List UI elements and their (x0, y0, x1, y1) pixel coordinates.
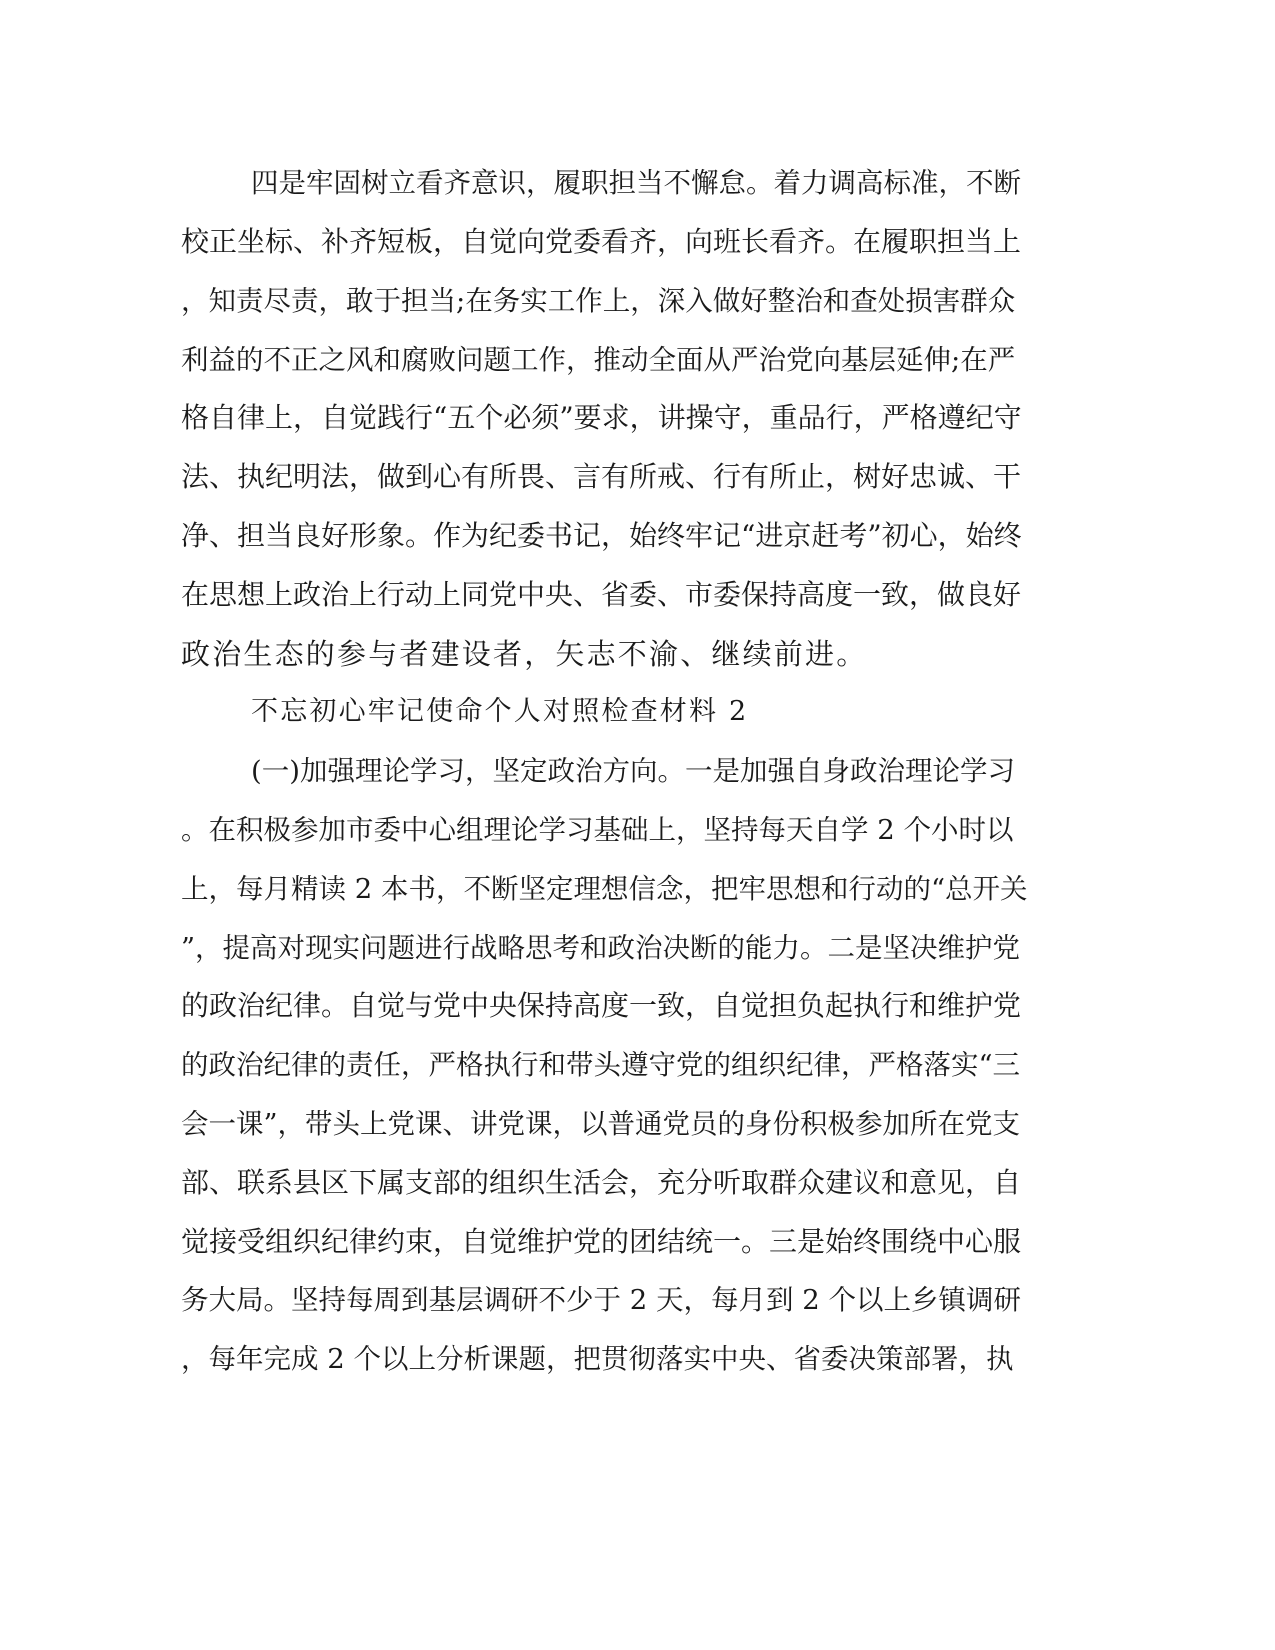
text-line: ，每年完成 2 个以上分析课题，把贯彻落实中央、省委决策部署，执 (181, 1343, 1014, 1375)
text-line: ”，提高对现实问题进行战略思考和政治决断的能力。二是坚决维护党 (181, 932, 1021, 964)
section-heading: 不忘初心牢记使命个人对照检查材料 2 (251, 696, 749, 727)
text-line: 会一课”，带头上党课、讲党课，以普通党员的身份积极参加所在党支 (181, 1108, 1021, 1140)
text-line: 政治生态的参与者建设者，矢志不渝、继续前进。 (181, 637, 868, 671)
text-line: 四是牢固树立看齐意识，履职担当不懈怠。着力调高标准，不断 (251, 167, 1021, 199)
text-line: 务大局。坚持每周到基层调研不少于 2 天，每月到 2 个以上乡镇调研 (181, 1284, 1021, 1316)
text-line: 。在积极参加市委中心组理论学习基础上，坚持每天自学 2 个小时以 (181, 814, 1014, 846)
text-line: 格自律上，自觉践行“五个必须”要求，讲操守，重品行，严格遵纪守 (181, 401, 1022, 434)
text-line: 法、执纪明法，做到心有所畏、言有所戒、行有所止，树好忠诚、干 (181, 460, 1022, 493)
text-line: 的政治纪律。自觉与党中央保持高度一致，自觉担负起执行和维护党 (181, 989, 1022, 1022)
text-line: 校正坐标、补齐短板，自觉向党委看齐，向班长看齐。在履职担当上 (181, 225, 1022, 258)
text-line: ，知责尽责，敢于担当;在务实工作上，深入做好整治和查处损害群众 (181, 285, 1016, 317)
text-line: 觉接受组织纪律约束，自觉维护党的团结统一。三是始终围绕中心服 (181, 1225, 1022, 1258)
text-line: 净、担当良好形象。作为纪委书记，始终牢记“进京赶考”初心，始终 (181, 519, 1022, 552)
text-line: 在思想上政治上行动上同党中央、省委、市委保持高度一致，做良好 (181, 578, 1022, 611)
text-line: 部、联系县区下属支部的组织生活会，充分听取群众建议和意见，自 (181, 1166, 1022, 1199)
text-line: 利益的不正之风和腐败问题工作，推动全面从严治党向基层延伸;在严 (181, 344, 1016, 376)
text-line: (一)加强理论学习，坚定政治方向。一是加强自身政治理论学习 (251, 755, 1015, 787)
text-line: 的政治纪律的责任，严格执行和带头遵守党的组织纪律，严格落实“三 (181, 1049, 1021, 1081)
text-line: 上，每月精读 2 本书，不断坚定理想信念，把牢思想和行动的“总开关 (181, 873, 1028, 905)
